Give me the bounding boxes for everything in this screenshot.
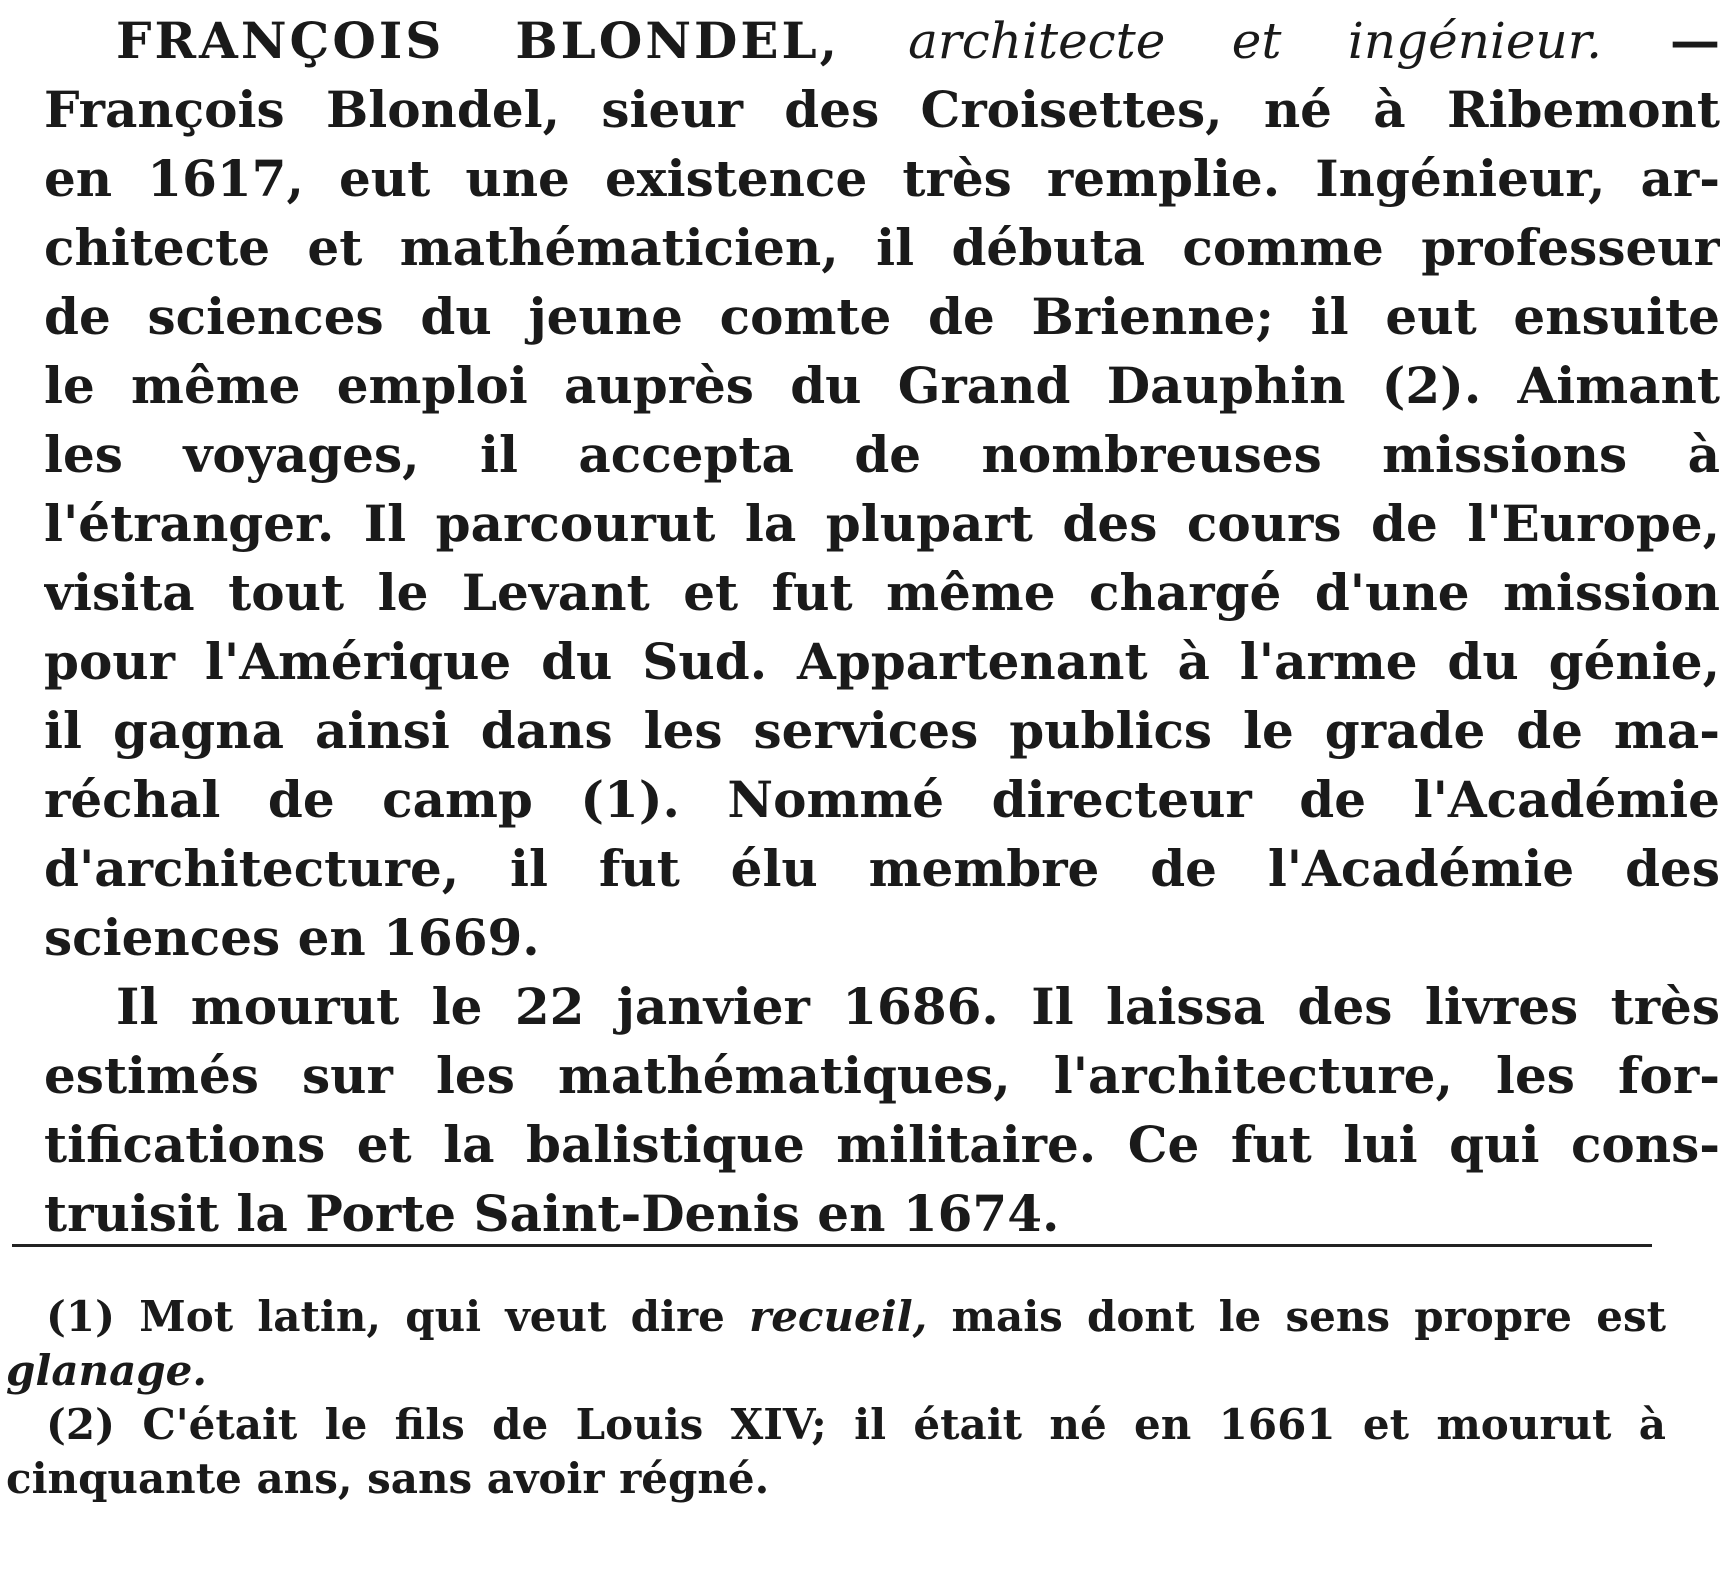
text-line: réchal de camp (1). Nommé directeur de l'Académie [44, 770, 1720, 829]
footnote-divider [12, 1244, 1652, 1247]
title-name: FRANÇOIS BLONDEL, [116, 11, 841, 70]
text-line: pour l'Amérique du Sud. Appartenant à l'arme du génie, [44, 632, 1720, 691]
text-line: en 1617, eut une existence très remplie. Ingénieur, ar- [44, 149, 1720, 208]
footnote-2-continuation: cinquante ans, sans avoir régné. [6, 1454, 770, 1503]
article-title-line [44, 6, 1720, 75]
text-line: Il mourut le 22 janvier 1686. Il laissa des livres très [116, 977, 1720, 1036]
title-dash: — [1670, 11, 1720, 70]
footnote-2: (2) C'était le fils de Louis XIV; il était né en 1661 et mourut à [46, 1400, 1666, 1449]
footnote-1 [6, 1290, 1666, 1344]
article-body [44, 6, 1720, 1248]
text-line: les voyages, il accepta de nombreuses missions à [44, 425, 1720, 484]
text-line: de sciences du jeune comte de Brienne; il eut ensuite [44, 287, 1720, 346]
footnotes [6, 1290, 1666, 1506]
footnote-1-text-a: (1) Mot latin, qui veut dire [46, 1292, 725, 1341]
text-line: François Blondel, sieur des Croisettes, né à Ribemont [44, 80, 1720, 139]
footnote-1-continuation: glanage. [6, 1346, 207, 1395]
text-line: chitecte et mathématicien, il débuta comme professeur [44, 218, 1720, 277]
title-role: architecte et ingénieur. [908, 12, 1603, 70]
text-line: le même emploi auprès du Grand Dauphin (2). Aimant [44, 356, 1720, 415]
footnote-1-italic: recueil, [749, 1292, 928, 1341]
text-line: l'étranger. Il parcourut la plupart des cours de l'Europe, [44, 494, 1720, 553]
text-line: estimés sur les mathématiques, l'architecture, les for- [44, 1046, 1720, 1105]
text-line: il gagna ainsi dans les services publics le grade de ma- [44, 701, 1720, 760]
footnote-1-text-b: mais dont le sens propre est [951, 1292, 1666, 1341]
text-line: visita tout le Levant et fut même chargé d'une mission [44, 563, 1720, 622]
text-line: tifications et la balistique militaire. Ce fut lui qui cons- [44, 1115, 1720, 1174]
text-line: truisit la Porte Saint-Denis en 1674. [44, 1184, 1060, 1243]
text-line: sciences en 1669. [44, 908, 540, 967]
text-line: d'architecture, il fut élu membre de l'Académie des [44, 839, 1720, 898]
